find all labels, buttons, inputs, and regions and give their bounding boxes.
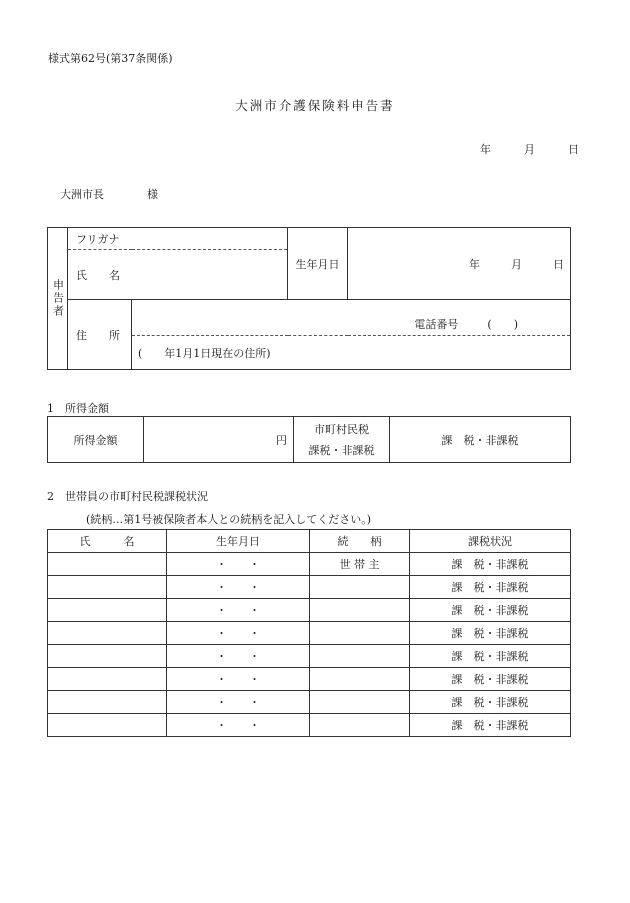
member-tax-status[interactable]: 課 税・非課税: [410, 622, 571, 645]
applicant-section-label: 申告者: [48, 228, 68, 370]
income-amount-input[interactable]: [144, 417, 294, 463]
member-relation-input[interactable]: [310, 622, 410, 645]
member-name-input[interactable]: [48, 645, 167, 668]
income-heading: 1 所得金額: [47, 402, 109, 415]
member-birthdate-input[interactable]: ・ ・: [167, 714, 310, 737]
table-row: [48, 645, 571, 668]
birthdate-field[interactable]: [348, 228, 571, 300]
phone-input[interactable]: ( ): [487, 318, 518, 331]
household-heading: 2 世帯員の市町村民税課税状況: [47, 490, 208, 503]
income-tax-status[interactable]: 課 税・非課税: [390, 417, 571, 463]
member-birthdate-input[interactable]: ・ ・: [167, 622, 310, 645]
member-tax-status[interactable]: 課 税・非課税: [410, 599, 571, 622]
col-header-name: 氏 名: [48, 530, 167, 553]
member-tax-status[interactable]: 課 税・非課税: [410, 668, 571, 691]
table-row: [48, 553, 571, 576]
page-title: 大洲市介護保険料申告書: [235, 98, 395, 113]
phone-label: 電話番号: [414, 318, 459, 331]
birth-day: 日: [553, 257, 564, 271]
municipal-tax-options[interactable]: 課税・非課税: [308, 443, 375, 457]
col-header-tax-status: 課税状況: [410, 530, 571, 553]
member-relation-input[interactable]: [310, 668, 410, 691]
address-note: ( 年1月1日現在の住所): [132, 336, 571, 370]
member-tax-status[interactable]: 課 税・非課税: [410, 576, 571, 599]
member-name-input[interactable]: [48, 668, 167, 691]
birth-year: 年: [469, 257, 480, 271]
member-relation-input[interactable]: [310, 599, 410, 622]
table-row: [48, 599, 571, 622]
table-row: [48, 668, 571, 691]
addressee-honorific: 様: [147, 188, 158, 201]
address-input[interactable]: [132, 300, 571, 336]
name-label: 氏 名: [68, 250, 132, 300]
member-name-input[interactable]: [48, 553, 167, 576]
member-tax-status[interactable]: 課 税・非課税: [410, 691, 571, 714]
member-name-input[interactable]: [48, 691, 167, 714]
addressee: [60, 186, 158, 202]
member-relation-input[interactable]: 世 帯 主: [310, 553, 410, 576]
member-tax-status[interactable]: 課 税・非課税: [410, 553, 571, 576]
member-relation-input[interactable]: [310, 691, 410, 714]
member-birthdate-input[interactable]: ・ ・: [167, 553, 310, 576]
member-relation-input[interactable]: [310, 576, 410, 599]
member-name-input[interactable]: [48, 576, 167, 599]
member-birthdate-input[interactable]: ・ ・: [167, 668, 310, 691]
table-row: [48, 691, 571, 714]
income-label: 所得金額: [48, 417, 144, 463]
col-header-relation: 続 柄: [310, 530, 410, 553]
filing-date: [480, 141, 579, 157]
name-input[interactable]: [132, 250, 288, 300]
municipal-tax-cell: [294, 417, 390, 463]
table-row: [48, 714, 571, 737]
date-year: 年: [480, 143, 491, 156]
birth-month: 月: [511, 257, 522, 271]
municipal-tax-label: 市町村民税: [314, 422, 369, 436]
member-birthdate-input[interactable]: ・ ・: [167, 599, 310, 622]
member-tax-status[interactable]: 課 税・非課税: [410, 714, 571, 737]
table-row: [48, 622, 571, 645]
address-label: 住 所: [68, 300, 132, 370]
member-birthdate-input[interactable]: ・ ・: [167, 691, 310, 714]
member-birthdate-input[interactable]: ・ ・: [167, 576, 310, 599]
member-birthdate-input[interactable]: ・ ・: [167, 645, 310, 668]
form-number: 様式第62号(第37条関係): [48, 52, 173, 65]
table-row: [48, 576, 571, 599]
member-name-input[interactable]: [48, 599, 167, 622]
birthdate-label: 生年月日: [288, 228, 348, 300]
member-relation-input[interactable]: [310, 645, 410, 668]
member-name-input[interactable]: [48, 714, 167, 737]
household-note: (続柄…第1号被保険者本人との続柄を記入してください。): [86, 513, 372, 526]
furigana-label: フリガナ: [68, 228, 132, 250]
addressee-name: 大洲市長: [60, 188, 104, 201]
member-name-input[interactable]: [48, 622, 167, 645]
member-relation-input[interactable]: [310, 714, 410, 737]
col-header-birthdate: 生年月日: [167, 530, 310, 553]
furigana-input[interactable]: [132, 228, 288, 250]
member-tax-status[interactable]: 課 税・非課税: [410, 645, 571, 668]
yen-unit: 円: [276, 433, 287, 447]
applicant-table: [47, 227, 571, 370]
household-table: [47, 529, 571, 737]
date-month: 月: [524, 143, 535, 156]
date-day: 日: [568, 143, 579, 156]
income-table: [47, 416, 571, 463]
